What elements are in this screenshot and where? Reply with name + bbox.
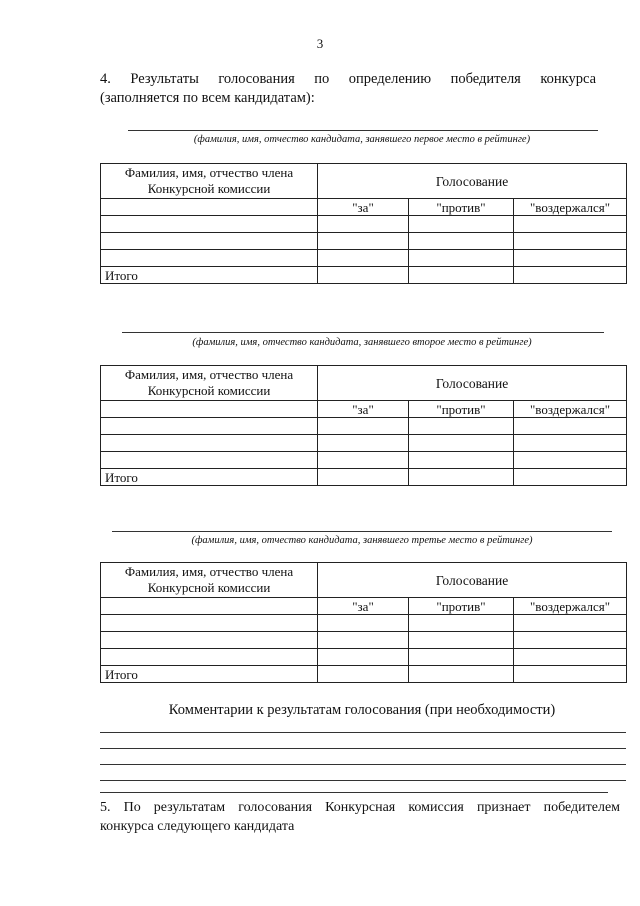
heading-word: голосования [218, 71, 295, 87]
total-row [101, 267, 627, 284]
table-cell[interactable] [318, 435, 409, 452]
comment-line[interactable] [100, 764, 626, 765]
voting-table-2 [100, 365, 627, 486]
candidate-1-caption: (фамилия, имя, отчество кандидата, занявшего первое место в рейтинге) [193, 134, 531, 145]
table-row [101, 452, 627, 469]
table-cell[interactable] [101, 649, 318, 666]
heading-word: конкурса [540, 71, 597, 87]
table-cell[interactable] [318, 216, 409, 233]
col-against: "против" [409, 598, 514, 615]
section-5-word: Конкурсная [325, 800, 396, 815]
heading-word: 4. Результаты [100, 71, 199, 87]
table-cell[interactable] [409, 267, 514, 284]
candidate-2-caption: (фамилия, имя, отчество кандидата, занявшего второе место в рейтинге) [192, 337, 532, 348]
table-cell[interactable] [318, 632, 409, 649]
heading-word: определению [348, 71, 432, 87]
col-against: "против" [409, 401, 514, 418]
comment-line[interactable] [100, 780, 626, 781]
table-cell[interactable] [318, 649, 409, 666]
section-4-line-2: (заполняется по всем кандидатам): [100, 90, 315, 106]
col-abstain: "воздержался" [514, 598, 627, 615]
table-cell[interactable] [409, 615, 514, 632]
table-cell[interactable] [318, 452, 409, 469]
section-5-word: 5. [100, 800, 111, 815]
comments-title: Комментарии к результатам голосования (при необходимости) [168, 702, 556, 718]
comment-line[interactable] [100, 792, 608, 793]
table-cell[interactable] [101, 598, 318, 615]
section-5-word: победителем [543, 800, 621, 815]
table-cell[interactable] [514, 649, 627, 666]
section-5-word: признает [476, 800, 531, 815]
total-label: Итого [101, 267, 318, 284]
table-cell[interactable] [409, 632, 514, 649]
table-cell[interactable] [101, 401, 318, 418]
table-cell[interactable] [409, 469, 514, 486]
section-4-line-1 [100, 70, 596, 89]
table-cell[interactable] [101, 216, 318, 233]
table-cell[interactable] [318, 615, 409, 632]
table-cell[interactable] [318, 469, 409, 486]
section-5-word: комиссия [408, 800, 464, 815]
table-cell[interactable] [409, 250, 514, 267]
table-cell[interactable] [409, 435, 514, 452]
voting-header: Голосование [318, 366, 627, 401]
table-cell[interactable] [101, 418, 318, 435]
table-cell[interactable] [514, 469, 627, 486]
table-cell[interactable] [514, 452, 627, 469]
table-cell[interactable] [318, 267, 409, 284]
table-row [101, 418, 627, 435]
table-row [101, 632, 627, 649]
voting-header: Голосование [318, 563, 627, 598]
section-4-heading [100, 70, 596, 108]
page-number: 3 [316, 36, 324, 51]
section-5-word: голосования [238, 800, 313, 815]
voting-table-1 [100, 163, 627, 284]
table-cell[interactable] [514, 216, 627, 233]
candidate-2-name-line[interactable] [122, 332, 604, 333]
table-cell[interactable] [514, 267, 627, 284]
total-label: Итого [101, 666, 318, 683]
table-row [101, 233, 627, 250]
table-cell[interactable] [514, 435, 627, 452]
candidate-3-name-line[interactable] [112, 531, 612, 532]
table-cell[interactable] [409, 216, 514, 233]
col-abstain: "воздержался" [514, 199, 627, 216]
member-name-header: Фамилия, имя, отчество члена Конкурсной комиссии [101, 164, 318, 199]
col-abstain: "воздержался" [514, 401, 627, 418]
table-cell[interactable] [101, 632, 318, 649]
table-cell[interactable] [101, 615, 318, 632]
heading-word: по [314, 71, 330, 87]
section-5-line-2: конкурса следующего кандидата [100, 819, 295, 834]
table-cell[interactable] [101, 435, 318, 452]
table-cell[interactable] [514, 666, 627, 683]
member-name-header: Фамилия, имя, отчество члена Конкурсной комиссии [101, 366, 318, 401]
section-5-word: По [123, 800, 141, 815]
section-5-line-1 [100, 798, 620, 817]
table-cell[interactable] [101, 250, 318, 267]
col-against: "против" [409, 199, 514, 216]
table-cell[interactable] [409, 452, 514, 469]
col-for: "за" [318, 598, 409, 615]
table-cell[interactable] [409, 233, 514, 250]
voting-header: Голосование [318, 164, 627, 199]
candidate-3-caption: (фамилия, имя, отчество кандидата, занявшего третье место в рейтинге) [191, 535, 533, 546]
total-row [101, 469, 627, 486]
table-cell[interactable] [101, 452, 318, 469]
table-cell[interactable] [101, 233, 318, 250]
table-cell[interactable] [318, 418, 409, 435]
col-for: "за" [318, 199, 409, 216]
table-cell[interactable] [514, 418, 627, 435]
table-row [101, 250, 627, 267]
table-row [101, 649, 627, 666]
candidate-1-name-line[interactable] [128, 130, 598, 131]
table-cell[interactable] [514, 250, 627, 267]
total-row [101, 666, 627, 683]
member-name-header: Фамилия, имя, отчество члена Конкурсной комиссии [101, 563, 318, 598]
table-row [101, 216, 627, 233]
comment-line[interactable] [100, 732, 626, 733]
heading-word: победителя [450, 71, 521, 87]
comment-line[interactable] [100, 748, 626, 749]
table-cell[interactable] [514, 233, 627, 250]
table-cell[interactable] [409, 418, 514, 435]
voting-table-3 [100, 562, 627, 683]
table-cell[interactable] [514, 632, 627, 649]
table-cell[interactable] [318, 233, 409, 250]
table-cell[interactable] [318, 666, 409, 683]
total-label: Итого [101, 469, 318, 486]
table-cell[interactable] [318, 250, 409, 267]
table-cell[interactable] [101, 199, 318, 216]
table-cell[interactable] [514, 615, 627, 632]
col-for: "за" [318, 401, 409, 418]
section-5 [100, 798, 620, 836]
section-5-word: результатам [153, 800, 226, 815]
table-cell[interactable] [409, 649, 514, 666]
table-cell[interactable] [409, 666, 514, 683]
table-row [101, 435, 627, 452]
table-row [101, 615, 627, 632]
